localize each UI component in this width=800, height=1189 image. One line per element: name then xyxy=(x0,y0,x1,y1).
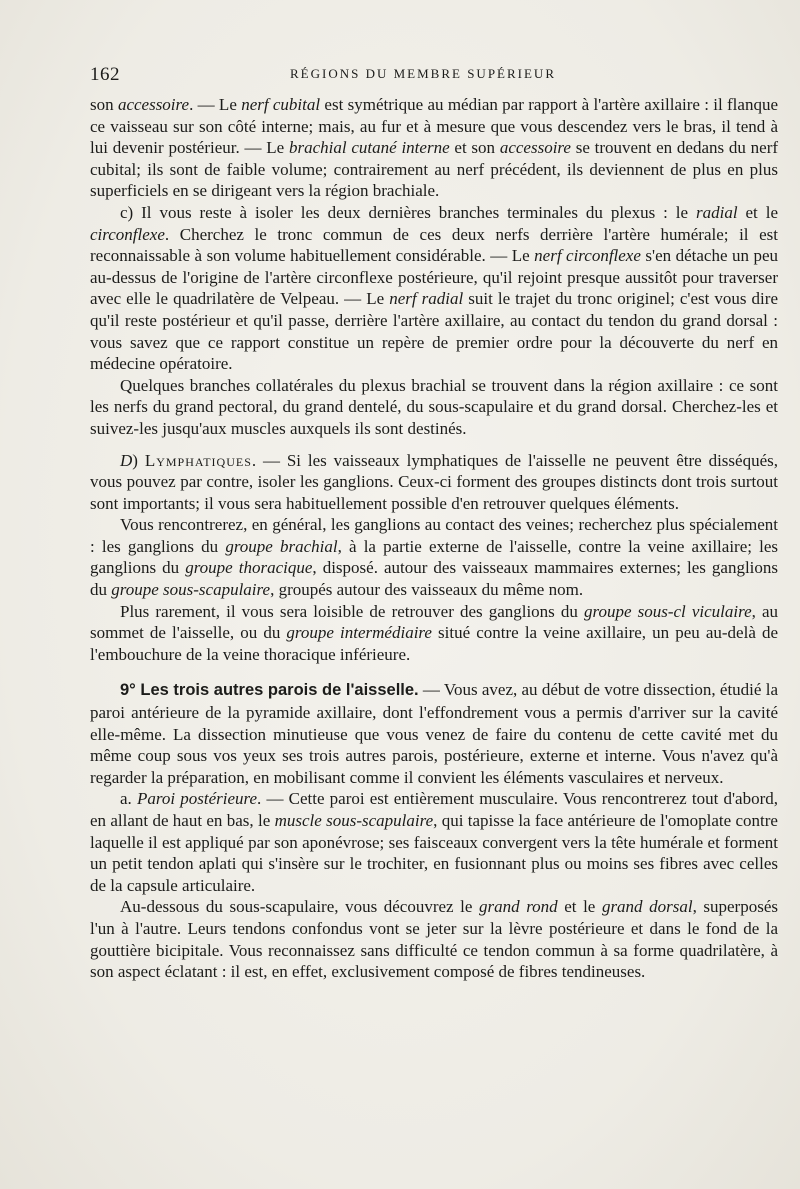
paragraph-nerf-cubital xyxy=(90,94,778,202)
text-run: , à la partie externe de l'aisselle, contre la veine axillaire; les ganglions du xyxy=(90,536,778,578)
italic-text: D xyxy=(120,450,133,470)
text-run: a. xyxy=(120,789,137,809)
text-run: — Vous avez, au début de votre dissection, étudié la paroi antérieure de la pyramide axillaire, dont l'effondrement vous a permis d'arriver sur la cavité elle-même. La dissection minutieuse que vous venez de faire du contenu de cette cavité met du même coup sous vos yeux ses trois autres parois, postérieure, externe et interne. Vous n'avez qu'à regarder la préparation, en mobilisant comme il convient les éléments vasculaires et nerveux. xyxy=(90,680,778,787)
italic-text: nerf radial xyxy=(389,289,464,309)
text-run: et le xyxy=(557,897,602,917)
italic-text: grand dorsal xyxy=(601,897,693,917)
italic-text: Paroi postérieure xyxy=(136,789,258,809)
text-run: Plus rarement, il vous sera loisible de retrouver des ganglions du xyxy=(120,601,584,621)
italic-text: groupe sous-cl viculaire xyxy=(583,601,752,621)
italic-text: groupe brachial xyxy=(225,536,338,556)
paragraph-radial-circonflexe xyxy=(90,202,778,375)
text-run: . — Le xyxy=(189,95,242,114)
text-run: situé contre la veine axillaire, un peu au-delà de l'embouchure de la veine thoracique inférieure. xyxy=(90,623,779,664)
running-head: RÉGIONS DU MEMBRE SUPÉRIEUR xyxy=(290,66,556,81)
italic-text: grand rond xyxy=(479,897,558,917)
text-run: et le xyxy=(737,202,778,222)
text-run: c) Il vous reste à isoler les deux dernières branches terminales du plexus : le xyxy=(120,202,697,222)
text-run: , au sommet de l'aisselle, ou du xyxy=(90,601,779,643)
text-run: . — Cette paroi est entièrement musculaire. Vous rencontrerez tout d'abord, en allant de haut en bas, le xyxy=(90,789,778,830)
italic-text: radial xyxy=(696,202,738,222)
paragraph-lymphatiques xyxy=(90,450,778,515)
text-run: . — Si les vaisseaux lymphatiques de l'aisselle ne peuvent être disséqués, vous pouvez par contre, isoler les ganglions. Ceux-ci forment des groupes distincts dont trois surtout sont importants; il vous sera habituellement possible d'en retrouver quelques éléments. xyxy=(90,450,778,513)
text-run: Quelques branches collatérales du plexus brachial se trouvent dans la région axillaire : ce sont les nerfs du grand pectoral, du grand dentelé, du sous-scapulaire et du grand dorsal. Cherchez-les et suivez-les jusqu'aux muscles auxquels ils sont destinés. xyxy=(90,375,778,438)
text-run: . Cherchez le tronc commun de ces deux nerfs derrière l'artère humérale; il est reconnaissable à son volume habituellement considérable. — Le xyxy=(90,224,778,266)
italic-text: muscle sous-scapulaire xyxy=(274,811,434,830)
section-heading: 9° Les trois autres parois de l'aisselle. xyxy=(120,681,419,700)
paragraph-ganglions xyxy=(90,514,778,600)
body-text xyxy=(90,94,778,983)
text-run: s'en détache un peu au-dessus de l'origine de l'artère circonflexe postérieure, qu'il rejoint presque aussitôt pour traverser avec elle le quadrilatère de Velpeau. — Le xyxy=(90,246,778,309)
italic-text: groupe sous-scapulaire xyxy=(111,580,271,600)
text-run: ) xyxy=(132,450,145,470)
page-number: 162 xyxy=(90,64,120,85)
smallcaps-heading: Lymphatiques xyxy=(144,450,252,470)
italic-text: brachial cutané interne xyxy=(289,138,450,158)
text-run: se trouvent en dedans du nerf cubital; ils sont de faible volume; contrairement au nerf précédent, ils deviennent de plus en plus superficiels en se dirigeant vers la région brachiale. xyxy=(90,138,779,201)
paragraph-grand-rond xyxy=(90,896,778,982)
italic-text: nerf cubital xyxy=(241,95,321,114)
italic-text: accessoire xyxy=(499,138,571,158)
italic-text: groupe intermédiaire xyxy=(286,623,432,643)
text-run: Au-dessous du sous-scapulaire, vous découvrez le xyxy=(120,897,480,917)
text-run: , qui tapisse la face antérieure de l'omoplate contre laquelle il est appliqué par son aponévrose; ses faisceaux convergent vers la tête humérale et forment un petit tendon aplati qui s'insère sur le trochiter, en fusionnant plus ou moins ses fibres avec celles de la capsule articulaire. xyxy=(90,811,778,895)
italic-text: accessoire xyxy=(117,95,190,114)
paragraph-ganglions-rares xyxy=(90,601,778,666)
italic-text: groupe thoracique xyxy=(185,558,313,578)
text-run: Vous rencontrerez, en général, les ganglions au contact des veines; recherchez plus spécialement : les ganglions du xyxy=(90,515,778,556)
text-run: , disposé. autour des vaisseaux mammaires externes; les ganglions du xyxy=(90,558,779,600)
section-heading-paragraph xyxy=(90,679,778,788)
paragraph-paroi-posterieure xyxy=(90,788,778,896)
text-run: et son xyxy=(449,138,500,158)
italic-text: nerf circonflexe xyxy=(534,246,641,266)
paragraph-branches-collaterales xyxy=(90,375,778,440)
text-run: est symétrique au médian par rapport à l'artère axillaire : il flanque ce vaisseau sur son côté interne; mais, au fur et à mesure que vous descendez vers le bras, il tend à lui devenir postérieur. — Le xyxy=(90,95,778,158)
page-header xyxy=(90,64,780,90)
text-run: , superposés l'un à l'autre. Leurs tendons confondus vont se jeter sur la lèvre postérieure et dans le fond de la gouttière bicipitale. Vous reconnaissez sans difficulté ce tendon commun à sa forme quadrilatère, à son aspect éclatant : il est, en effet, exclusivement composé de fibres tendineuses. xyxy=(90,897,778,982)
italic-text: circonflexe xyxy=(90,224,165,244)
text-run: son xyxy=(90,95,118,114)
text-run: suit le trajet du tronc originel; c'est vous dire qu'il reste postérieur et qu'il passe, derrière l'artère axillaire, au contact du tendon du grand dorsal : vous savez que ce rapport constitue un repère de premier ordre pour la découverte du nerf en médecine opératoire. xyxy=(90,289,778,374)
text-run: , groupés autour des vaisseaux du même nom. xyxy=(270,580,584,600)
